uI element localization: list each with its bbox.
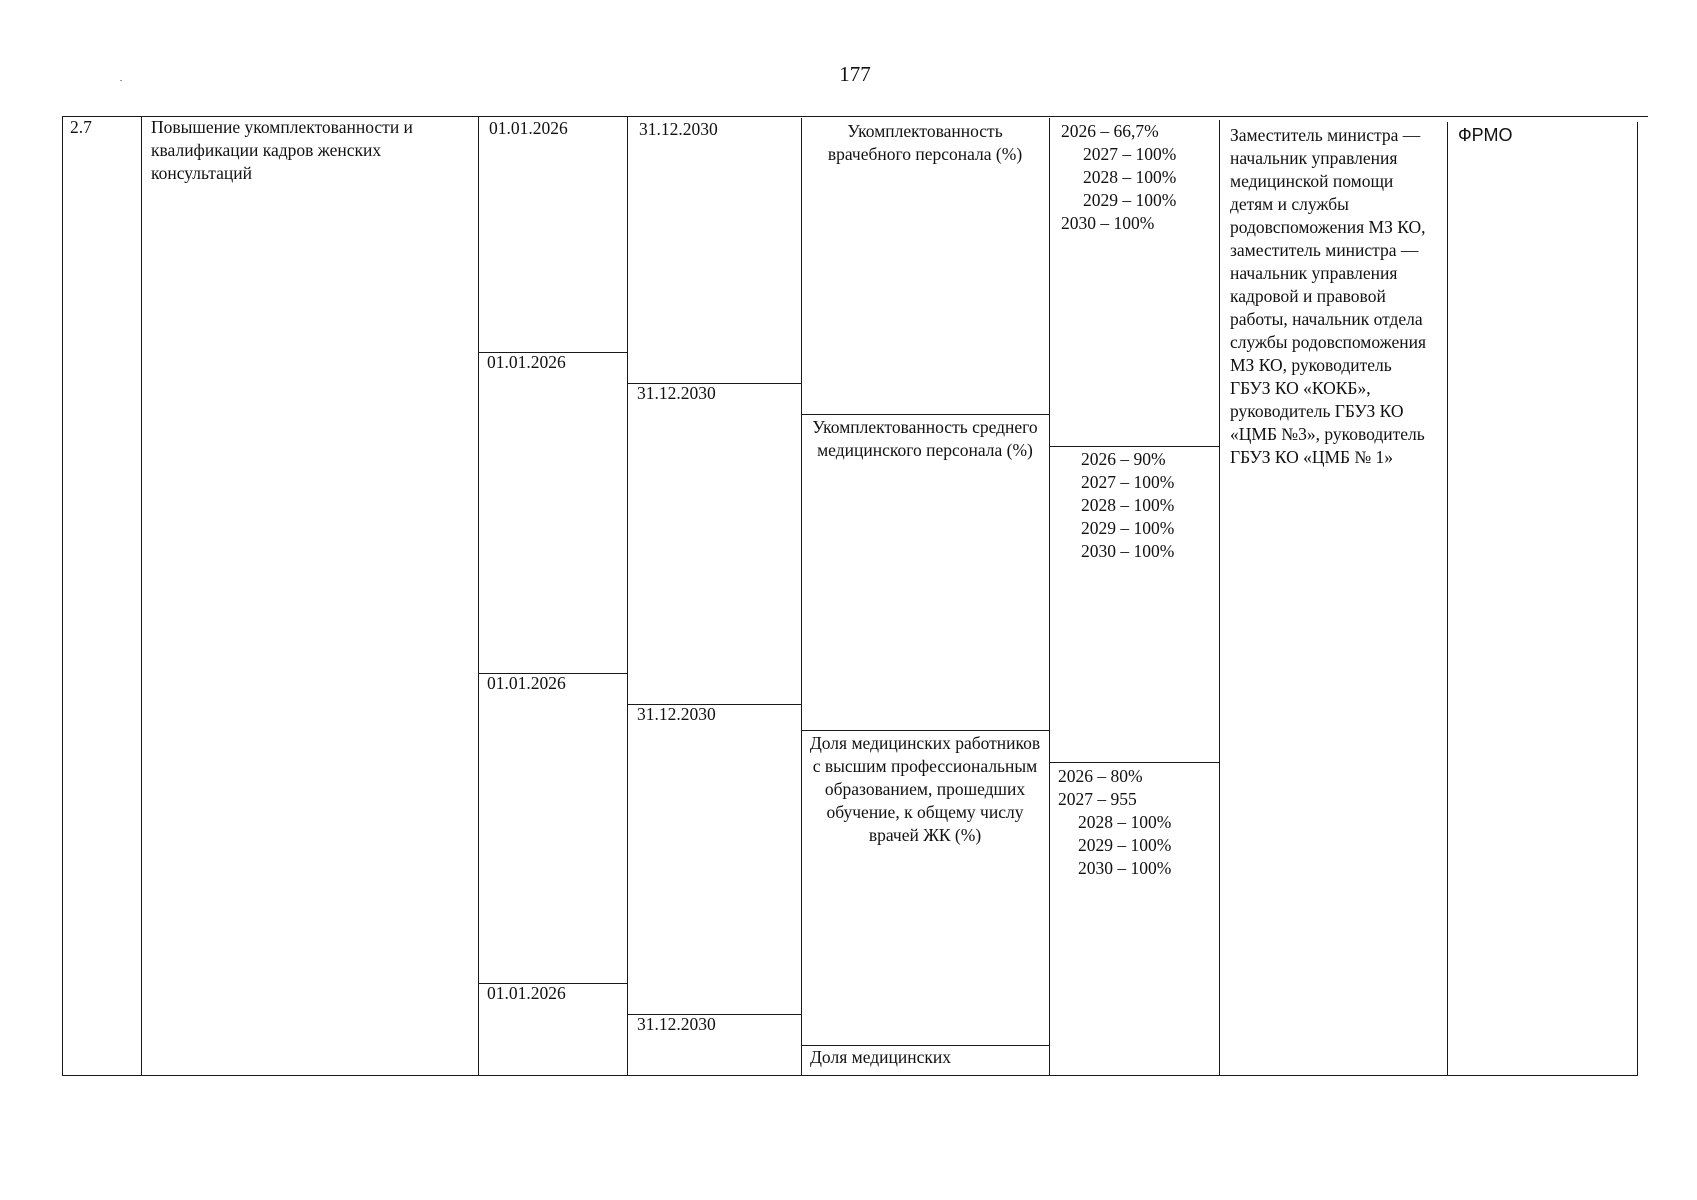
- col-border-1: [141, 116, 142, 1076]
- target-value: 2027 – 955: [1058, 789, 1137, 809]
- target-value: 2028 – 100%: [1081, 495, 1175, 515]
- event-title: Повышение укомплектованности и квалификации кадров женских консультаций: [151, 117, 413, 183]
- target-value: 2030 – 100%: [1061, 213, 1155, 233]
- responsible-persons: Заместитель министра — начальник управления медицинской помощи детям и службы родовспоможения МЗ КО, заместитель министра — начальник управления кадровой и правовой работы, начальник отдела службы родовспоможения МЗ КО, руководитель ГБУЗ КО «КОКБ», руководитель ГБУЗ КО «ЦМБ №3», руководитель ГБУЗ КО «ЦМБ № 1»: [1230, 125, 1427, 467]
- row-number: 2.7: [70, 117, 92, 137]
- indicator-divider-1: [801, 414, 1049, 415]
- target-value: 2026 – 90%: [1081, 449, 1166, 469]
- col-border-3: [627, 116, 628, 1076]
- start-date: 01.01.2026: [489, 118, 568, 138]
- scan-mark: [120, 80, 122, 81]
- table-bottom-border: [62, 1075, 1638, 1076]
- target-value: 2026 – 66,7%: [1061, 121, 1159, 141]
- target-value: 2026 – 80%: [1058, 766, 1143, 786]
- col-border-6: [1219, 120, 1220, 1076]
- target-divider-2: [1049, 762, 1219, 763]
- col-border-5: [1049, 118, 1050, 1076]
- col-border-left: [62, 116, 63, 1076]
- page-number: 177: [839, 62, 871, 86]
- target-value: 2028 – 100%: [1083, 167, 1177, 187]
- indicator-name: Доля медицинских работников с высшим профессиональным образованием, прошедших обучение, к общему числу врачей ЖК (%): [809, 733, 1041, 845]
- col-border-4: [801, 118, 802, 1076]
- target-value: 2029 – 100%: [1081, 518, 1175, 538]
- target-value: 2027 – 100%: [1083, 144, 1177, 164]
- target-value: 2030 – 100%: [1078, 858, 1172, 878]
- target-value: 2027 – 100%: [1081, 472, 1175, 492]
- start-date: 01.01.2026: [487, 352, 566, 372]
- col-border-2: [478, 116, 479, 1076]
- end-date: 31.12.2030: [637, 704, 716, 724]
- start-date: 01.01.2026: [487, 673, 566, 693]
- end-date: 31.12.2030: [637, 383, 716, 403]
- col-border-7: [1447, 122, 1448, 1076]
- data-source: ФРМО: [1458, 125, 1513, 145]
- end-date: 31.12.2030: [637, 1014, 716, 1034]
- indicator-name: Доля медицинских: [810, 1047, 951, 1067]
- indicator-divider-2: [801, 730, 1049, 731]
- end-date: 31.12.2030: [639, 119, 718, 139]
- target-value: 2030 – 100%: [1081, 541, 1175, 561]
- target-divider-1: [1049, 446, 1219, 447]
- indicator-name: Укомплектованность среднего медицинского персонала (%): [812, 417, 1038, 460]
- indicator-name: Укомплектованность врачебного персонала (%): [827, 121, 1023, 164]
- target-value: 2029 – 100%: [1078, 835, 1172, 855]
- start-date: 01.01.2026: [487, 983, 566, 1003]
- col-border-right: [1637, 122, 1638, 1076]
- target-value: 2029 – 100%: [1083, 190, 1177, 210]
- target-value: 2028 – 100%: [1078, 812, 1172, 832]
